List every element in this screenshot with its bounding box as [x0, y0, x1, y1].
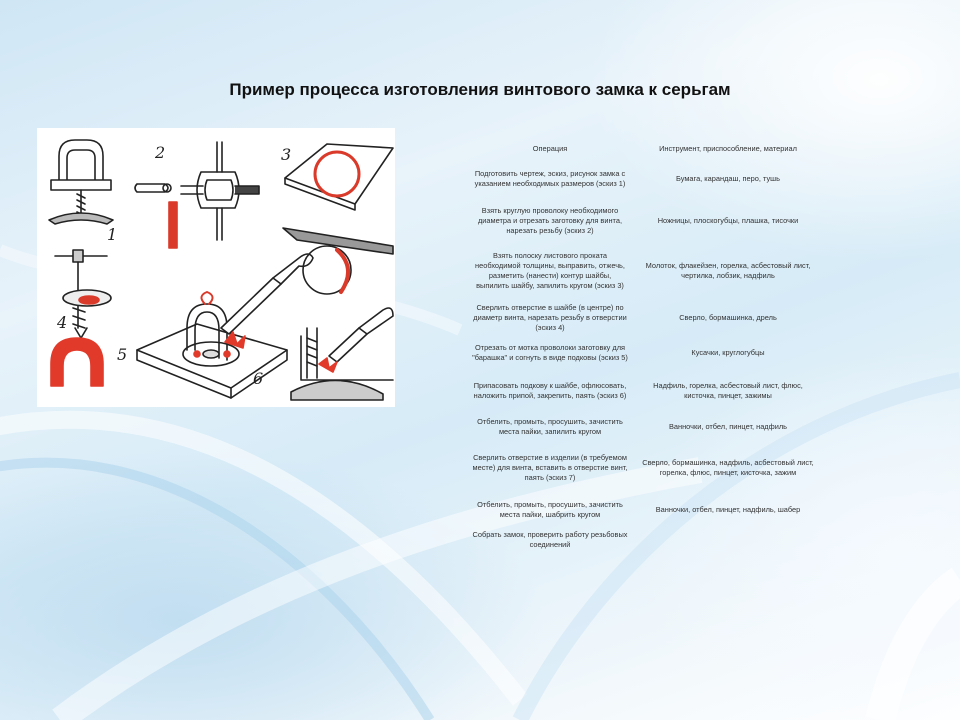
- sketch-number-6: 6: [253, 369, 264, 388]
- process-table: [466, 140, 822, 554]
- sketch-2-wire: [135, 142, 259, 248]
- tool-cell: Кусачки, круглогубцы: [691, 348, 765, 357]
- sketch-3-plate: [285, 144, 393, 210]
- tool-cell: Ножницы, плоскогубцы, плашка, тисочки: [657, 216, 799, 225]
- sketch-number-1: 1: [107, 225, 118, 244]
- sketch-number-4: 4: [57, 313, 68, 332]
- operation-cell: Отбелить, промыть, просушить, зачистить места пайки, запилить кругом: [477, 417, 623, 436]
- tool-cell: Ванночки, отбел, пинцет, надфиль: [668, 422, 787, 431]
- tool-cell: Сверло, бормашинка, дрель: [679, 313, 777, 322]
- operation-cell: Отбелить, промыть, просушить, зачистить места пайки, шабрить кругом: [477, 500, 623, 519]
- table-row: [466, 242, 822, 300]
- sketch-5-horseshoe: [51, 338, 103, 386]
- sketch-number-3: 3: [281, 145, 292, 164]
- table-row: [466, 158, 822, 200]
- table-row: [466, 370, 822, 412]
- tool-cell: Надфиль, горелка, асбестовый лист, флюс, кисточка, пинцет, зажимы: [653, 381, 803, 400]
- sketch-6-soldering: [137, 254, 313, 398]
- tool-cell: Бумага, карандаш, перо, тушь: [676, 174, 780, 183]
- operation-cell: Отрезать от мотка проволоки заготовку для "барашка" и согнуть в виде подковы (эскиз 5): [472, 343, 628, 362]
- sketch-number-2: 2: [155, 143, 166, 162]
- table-row: [466, 526, 822, 554]
- operation-cell: Припасовать подкову к шайбе, офлюсовать, наложить припой, закрепить, паять (эскиз 6): [473, 381, 627, 400]
- table-row: [466, 200, 822, 242]
- sketch-7-screw-solder: [291, 308, 393, 400]
- tool-cell: Ванночки, отбел, пинцет, надфиль, шабер: [655, 505, 801, 514]
- operation-cell: Сверлить отверстие в шайбе (в центре) по диаметр винта, нарезать резьбу в отверстии (эскиз 4): [473, 303, 627, 332]
- operation-cell: Взять круглую проволоку необходимого диаметра и отрезать заготовку для винта, нарезать резьбу (эскиз 2): [477, 206, 623, 235]
- header-operation: Операция: [532, 144, 568, 153]
- table-row: [466, 300, 822, 336]
- operation-cell: Сверлить отверстие в изделии (в требуемом месте) для винта, вставить в отверстие винт, паять (эскиз 7): [472, 453, 628, 482]
- table-header: [466, 140, 822, 158]
- header-tool: Инструмент, приспособление, материал: [659, 144, 797, 153]
- table-row: [466, 442, 822, 494]
- operation-cell: Взять полоску листового проката необходимой толщины, выправить, отжечь, разметить (нанести) контур шайбы, выпилить шайбу, запилить кругом (эскиз 3): [475, 251, 625, 290]
- operation-cell: Подготовить чертеж, эскиз, рисунок замка с указанием необходимых размеров (эскиз 1): [474, 169, 626, 188]
- sketch-filing: [283, 228, 393, 294]
- table-row: [466, 412, 822, 442]
- tool-cell: Сверло, бормашинка, надфиль, асбестовый лист, горелка, флюс, пинцет, кисточка, зажим: [642, 458, 814, 477]
- sketch-number-5: 5: [117, 345, 128, 364]
- table-row: [466, 336, 822, 370]
- sketch-1-ubolt: [49, 140, 113, 224]
- tool-cell: Молоток, флакейзен, горелка, асбестовый лист, чертилка, лобзик, надфиль: [645, 261, 811, 280]
- operation-cell: Собрать замок, проверить работу резьбовых соединений: [472, 530, 628, 549]
- sketch-figure: [37, 128, 395, 407]
- table-row: [466, 494, 822, 526]
- slide-title: Пример процесса изготовления винтового замка к серьгам: [229, 80, 731, 99]
